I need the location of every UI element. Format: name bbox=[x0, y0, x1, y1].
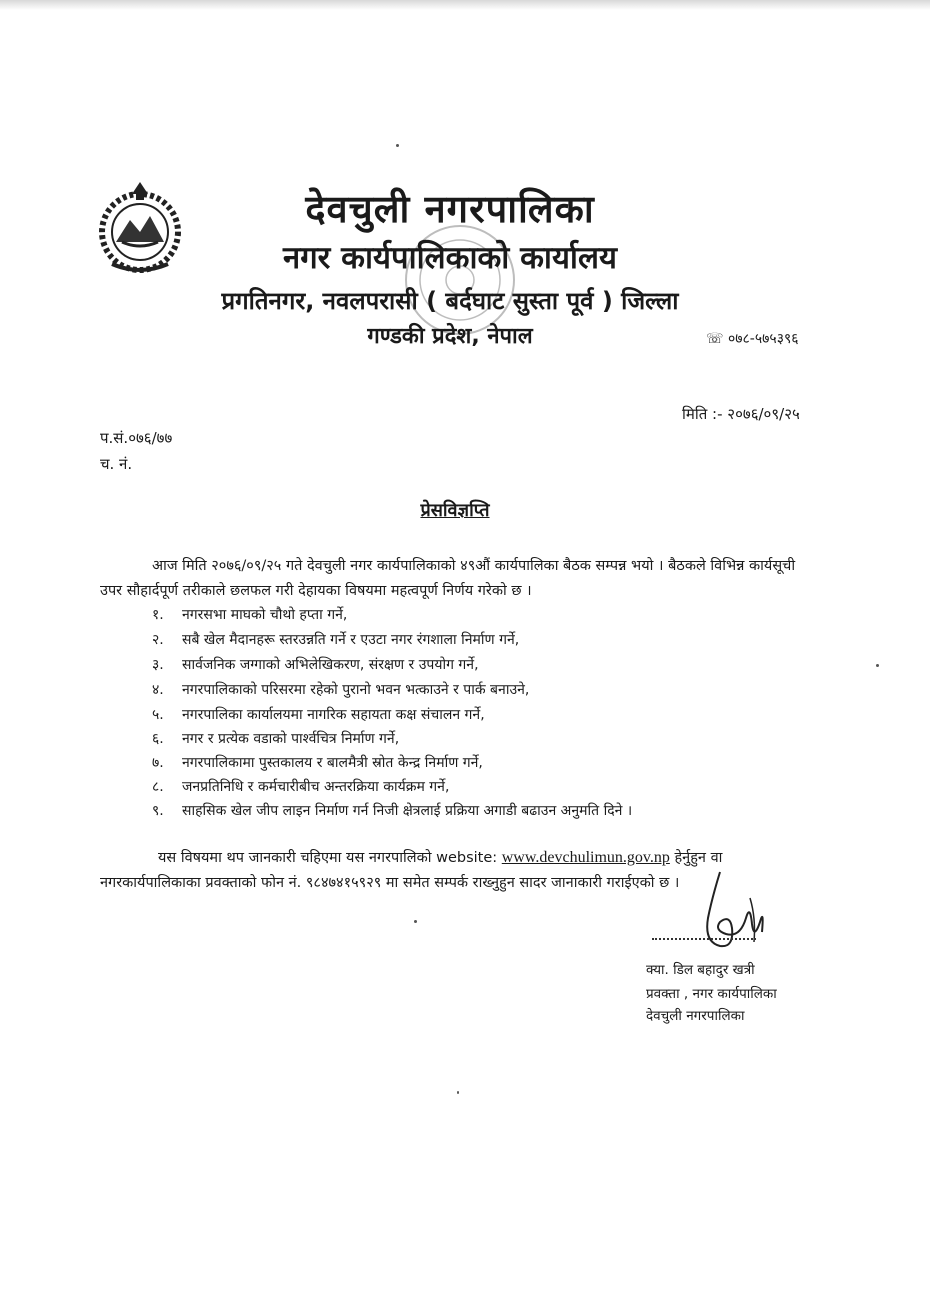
decision-item: ३. सार्वजनिक जग्गाको अभिलेखिकरण, संरक्षण र उपयोग गर्ने, bbox=[152, 657, 479, 673]
decision-item: ४. नगरपालिकाको परिसरमा रहेको पुरानो भवन भत्काउने र पार्क बनाउने, bbox=[152, 682, 530, 698]
decision-item: ७. नगरपालिकामा पुस्तकालय र बालमैत्री स्रोत केन्द्र निर्माण गर्ने, bbox=[152, 755, 483, 771]
website-link[interactable]: www.devchulimun.gov.np bbox=[501, 849, 670, 866]
signatory-name: क्या. डिल बहादुर खत्री bbox=[646, 962, 755, 978]
scan-speck bbox=[876, 664, 879, 667]
nepal-emblem-icon bbox=[92, 180, 188, 276]
scan-edge-shadow bbox=[0, 0, 930, 10]
decision-item: ५. नगरपालिका कार्यालयमा नागरिक सहायता कक्ष संचालन गर्ने, bbox=[152, 707, 485, 723]
signatory-office: देवचुली नगरपालिका bbox=[646, 1008, 745, 1024]
handwritten-signature bbox=[690, 868, 770, 960]
office-address: प्रगतिनगर, नवलपरासी ( बर्दघाट सुस्ता पूर्व ) जिल्ला bbox=[221, 287, 679, 315]
letter-date: मिति :- २०७६/०९/२५ bbox=[682, 405, 800, 423]
scan-speck bbox=[396, 144, 399, 147]
signatory-title: प्रवक्ता , नगर कार्यपालिका bbox=[646, 986, 777, 1002]
intro-paragraph: आज मिति २०७६/०९/२५ गते देवचुली नगर कार्यपालिकाको ४९औं कार्यपालिका बैठक सम्पन्न भयो । बैठकले विभिन्न कार्यसूची उपर सौहार्दपूर्ण तरीकाले छलफल गरी देहायका विषयमा महत्वपूर्ण निर्णय गरेको छ । bbox=[100, 558, 796, 599]
decision-item: ८. जनप्रतिनिधि र कर्मचारीबीच अन्तरक्रिया कार्यक्रम गर्ने, bbox=[152, 779, 450, 795]
decision-item: ९. साहसिक खेल जीप लाइन निर्माण गर्न निजी क्षेत्रलाई प्रक्रिया अगाडी बढाउन अनुमति दिने । bbox=[152, 803, 633, 819]
decision-item: ६. नगर र प्रत्येक वडाको पार्श्वचित्र निर्माण गर्ने, bbox=[152, 731, 400, 747]
decision-item: १. नगरसभा माघको चौथो हप्ता गर्ने, bbox=[152, 607, 348, 623]
document-subject: प्रेसविज्ञप्ति bbox=[420, 500, 490, 521]
dispatch-number: च. नं. bbox=[100, 455, 133, 473]
office-phone: ☏ ०७८-५७५३९६ bbox=[706, 331, 799, 347]
scan-speck bbox=[457, 1091, 459, 1094]
municipality-name: देवचुली नगरपालिका bbox=[305, 187, 595, 231]
scan-speck bbox=[414, 920, 417, 923]
signature-line bbox=[652, 938, 756, 940]
province-country: गण्डकी प्रदेश, नेपाल bbox=[367, 324, 533, 349]
reference-number: प.सं.०७६/७७ bbox=[100, 429, 173, 447]
closing-paragraph: यस विषयमा थप जानकारी चहिएमा यस नगरपालिको website: www.devchulimun.gov.np हेर्नुहुन वा नगरकार्यपालिकाका प्रवक्ताको फोन नं. ९८४७४१५९२९ मा समेत सम्पर्क राख्नुहुन सादर जानाकारी गराईएको छ । bbox=[100, 849, 723, 891]
office-name: नगर कार्यपालिकाको कार्यालय bbox=[283, 240, 617, 276]
decision-item: २. सबै खेल मैदानहरू स्तरउन्नति गर्ने र एउटा नगर रंगशाला निर्माण गर्ने, bbox=[152, 632, 520, 648]
